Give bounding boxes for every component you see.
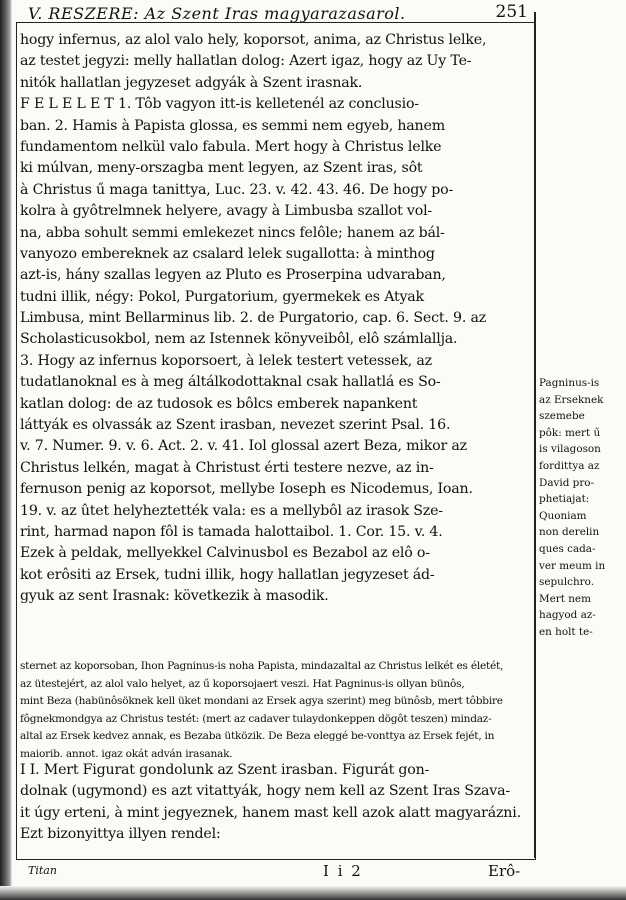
running-head: [18, 2, 530, 24]
text-line: tudatlanoknal es à meg áltálkodottaknal csak hallatlá es So-: [20, 374, 441, 391]
text-line: dolnak (ugymond) es azt vitattyák, hogy nem kell az Szent Iras Szava-: [20, 783, 510, 800]
page-number: 251: [495, 2, 528, 22]
text-line: az testet jegyzi: melly hallatlan dolog: Azert igaz, hogy az Uy Te-: [20, 53, 472, 70]
margin-note-line: phetiajat:: [539, 493, 590, 506]
text-line: it úgy erteni, à mint jegyeznek, hanem mast kell azok alatt magyarázni.: [20, 804, 521, 821]
note-line: altal az Ersek kedvez annak, es Bezaba ütközik. De Beza eleggé be-vonttya az Ersek fejét, in: [20, 730, 495, 743]
margin-note-line: en holt te-: [539, 625, 593, 638]
margin-note-line: ver meum in: [539, 559, 606, 572]
text-line: Ezek à peldak, mellyekkel Calvinusbol es Bezabol az elô o-: [20, 545, 430, 562]
running-head-title: V. RESZERE: Az Szent Iras magyarazasarol.: [28, 4, 406, 23]
text-line: nitók hallatlan jegyzeset adgyák à Szent irasnak.: [20, 74, 363, 91]
text-line: Ezt bizonyittya illyen rendel:: [20, 826, 221, 843]
margin-note-line: Pagninus-is: [539, 377, 600, 389]
catchword: Erô-: [488, 862, 521, 880]
text-line: rint, harmad napon fôl is tamada halottaibol. 1. Cor. 15. v. 4.: [20, 523, 443, 540]
text-line: Christus lelkén, magat à Christust érti testere nezve, az in-: [20, 459, 434, 476]
margin-note-line: is vilagoson: [539, 443, 601, 456]
margin-note-line: az Erseknek: [539, 393, 604, 406]
text-line: kolra à gyôtrelmnek helyere, avagy à Limbusba szallot vol-: [20, 203, 433, 220]
text-line: kot erôsiti az Ersek, tudni illik, hogy hallatlan jegyzeset ád-: [20, 566, 435, 583]
text-line: v. 7. Numer. 9. v. 6. Act. 2. v. 41. Iol glossal azert Beza, mikor az: [20, 438, 467, 455]
folio-signature: I i 2: [323, 862, 363, 880]
note-line: sternet az koporsoban, Ihon Pagninus-is noha Papista, mindazaltal az Christus lelkét es életét,: [20, 660, 504, 672]
margin-note-line: David pro-: [539, 476, 595, 489]
margin-note-line: Quoniam: [539, 509, 587, 522]
text-line: vanyozo embereknek az csalard lelek sugallotta: à minthog: [20, 245, 435, 262]
text-line: láttyák es olvassák az Szent irasban, nevezet szerint Psal. 16.: [20, 417, 451, 434]
text-line: Scholasticusokbol, nem az Istennek könyveibôl, elô számlallja.: [20, 331, 458, 348]
text-line: ki múlvan, meny-orszagba ment legyen, az Szent iras, sôt: [20, 160, 423, 177]
text-line: I I. Mert Figurat gondolunk az Szent irasban. Figurát gon-: [20, 762, 430, 778]
text-line: gyuk az sent Irasnak: következik à masodik.: [20, 588, 329, 605]
text-line: na, abba sohult semmi emlekezet nincs felôle; hanem az bál-: [20, 224, 445, 241]
text-line: fundamentom nelkül valo fabula. Mert hogy à Christus lelke: [20, 138, 442, 155]
margin-note-line: fordittya az: [539, 459, 600, 472]
text-line: 19. v. az ûtet helyheztették vala: es a mellybôl az irasok Sze-: [20, 502, 443, 519]
margin-note-line: Mert nem: [539, 592, 591, 605]
signature-mark: Titan: [28, 864, 57, 877]
text-line: à Christus ű maga tanittya, Luc. 23. v. 42. 43. 46. De hogy po-: [20, 181, 454, 198]
text-line: katlan dolog: de az tudosok es bôlcs emberek napankent: [20, 395, 418, 412]
margin-note-line: sepulchro.: [539, 576, 595, 589]
note-line: maiorib. annot. igaz okát adván irasanak.: [20, 747, 233, 760]
annotation-block: [20, 658, 610, 764]
text-line: Limbusa, mint Bellarminus lib. 2. de Purgatorio, cap. 6. Sect. 9. az: [20, 310, 486, 327]
note-line: mint Beza (habünôsöknek kell üket mondani az Ersek agya szerint) meg bünôsb, mert tôbbire: [20, 695, 503, 708]
margin-note-line: hagyod az-: [539, 609, 596, 622]
margin-note-line: non derelin: [539, 526, 600, 539]
text-line: azt-is, hány szallas legyen az Pluto es Proserpina udvaraban,: [20, 267, 446, 284]
margin-note-line: ques cada-: [539, 542, 596, 555]
main-text-block: [20, 30, 530, 608]
margin-note-line: szemebe: [539, 410, 585, 423]
page-bottom-shadow: [0, 886, 626, 900]
margin-note-line: pôk: mert ű: [539, 426, 601, 439]
marginal-note: [537, 375, 617, 641]
text-line: 3. Hogy az infernus koporsoert, à lelek testert vetessek, az: [20, 352, 432, 369]
page-gutter-shadow: [0, 0, 12, 900]
note-line: fôgnekmondgya az Christus testét: (mert az cadaver tulaydonkeppen dögôt teszen) mindaz-: [20, 712, 492, 725]
text-line: ban. 2. Hamis à Papista glossa, es semmi nem egyeb, hanem: [20, 117, 445, 134]
text-line: F E L E L E T 1. Tôb vagyon itt-is kelletenél az conclusio-: [20, 96, 419, 113]
text-line: fernuson penig az koporsot, mellybe Ioseph es Nicodemus, Ioan.: [20, 481, 473, 498]
text-line: tudni illik, négy: Pokol, Purgatorium, gyermekek es Atyak: [20, 288, 424, 305]
note-line: az ütestejért, az alol valo helyet, az ű koporsojaert veszi. Hat Pagninus-is ollyan bünôs,: [20, 677, 465, 690]
text-line: hogy infernus, az alol valo hely, koporsot, anima, az Christus lelke,: [20, 32, 487, 48]
page-footer: [18, 862, 618, 884]
main-text-block-continued: [20, 760, 530, 846]
